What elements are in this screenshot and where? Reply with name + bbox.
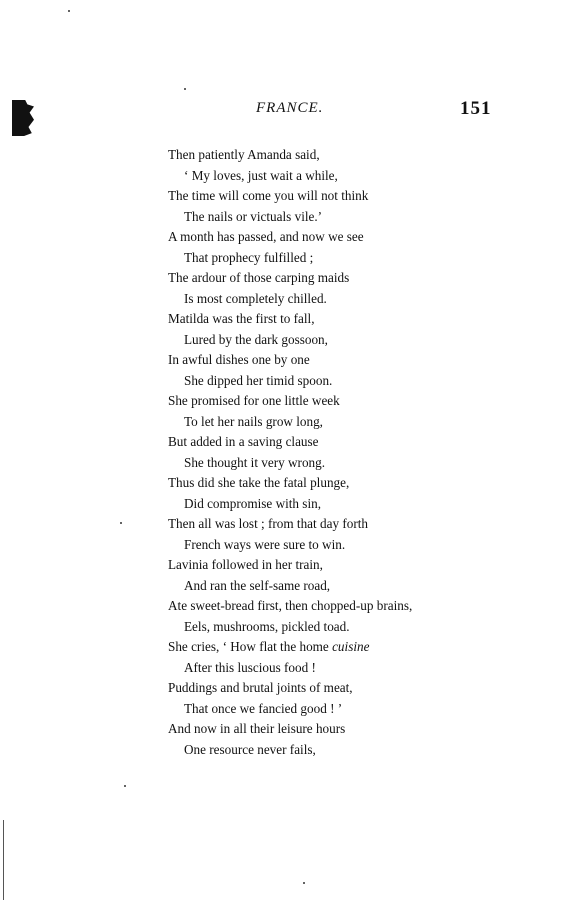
poem-line <box>168 289 488 310</box>
scan-speck <box>184 88 186 90</box>
poem-line-text: To let her nails grow long, <box>184 413 323 429</box>
poem-line-text: And ran the self-same road, <box>184 577 331 593</box>
poem-line-text: In awful dishes one by one <box>168 352 310 367</box>
poem-line-text: The time will come you will not think <box>168 188 369 203</box>
poem-line-text: French ways were sure to win. <box>184 536 346 552</box>
poem-line-text: She cries, ‘ How flat the home <box>168 639 333 654</box>
poem-line <box>168 309 488 330</box>
poem-line <box>168 740 488 761</box>
poem-body <box>168 145 488 760</box>
poem-line-text: Puddings and brutal joints of meat, <box>168 680 353 695</box>
poem-line <box>168 678 488 699</box>
poem-line-text: She promised for one little week <box>168 393 340 408</box>
poem-line-text: She thought it very wrong. <box>184 454 326 470</box>
poem-line-text: That once we fancied good ! ’ <box>184 700 343 716</box>
poem-line <box>168 617 488 638</box>
poem-line-text: A month has passed, and now we see <box>168 229 364 244</box>
poem-line <box>168 186 488 207</box>
poem-line <box>168 432 488 453</box>
poem-line-text: Did compromise with sin, <box>184 495 321 511</box>
poem-line <box>168 699 488 720</box>
poem-line <box>168 145 488 166</box>
poem-line-text: That prophecy fulfilled ; <box>184 249 314 265</box>
poem-line-text: She dipped her timid spoon. <box>184 372 333 388</box>
poem-line <box>168 473 488 494</box>
poem-line <box>168 207 488 228</box>
poem-line <box>168 268 488 289</box>
poem-line-text: Ate sweet-bread first, then chopped-up brains, <box>168 598 413 613</box>
poem-line <box>168 453 488 474</box>
scan-speck <box>124 785 126 787</box>
poem-line <box>168 637 488 658</box>
poem-line <box>168 166 488 187</box>
poem-line-text: Then all was lost ; from that day forth <box>168 516 368 531</box>
poem-line-text: One resource never fails, <box>184 741 316 757</box>
scan-speck <box>68 10 70 12</box>
poem-line-text: Lured by the dark gossoon, <box>184 331 328 347</box>
margin-ink-mark <box>12 100 34 136</box>
poem-line <box>168 596 488 617</box>
poem-line-text: ‘ My loves, just wait a while, <box>184 167 338 183</box>
poem-line-text: Thus did she take the fatal plunge, <box>168 475 350 490</box>
poem-line <box>168 371 488 392</box>
page-number: 151 <box>460 98 492 119</box>
poem-line-text: Then patiently Amanda said, <box>168 147 320 162</box>
poem-line <box>168 658 488 679</box>
poem-line <box>168 719 488 740</box>
scan-speck <box>120 522 122 524</box>
poem-line <box>168 412 488 433</box>
poem-line <box>168 227 488 248</box>
poem-line-text: After this luscious food ! <box>184 659 316 675</box>
poem-line-text: Lavinia followed in her train, <box>168 557 323 572</box>
poem-line-text: But added in a saving clause <box>168 434 319 449</box>
poem-line <box>168 350 488 371</box>
poem-line <box>168 576 488 597</box>
scan-speck <box>303 882 305 884</box>
poem-line <box>168 514 488 535</box>
poem-line <box>168 248 488 269</box>
poem-line <box>168 494 488 515</box>
poem-line-text: The nails or victuals vile.’ <box>184 208 323 224</box>
poem-line-italic: cuisine <box>332 639 370 654</box>
page-edge-line <box>3 820 4 900</box>
poem-line-text: And now in all their leisure hours <box>168 721 346 736</box>
poem-line <box>168 555 488 576</box>
poem-line <box>168 330 488 351</box>
poem-line <box>168 391 488 412</box>
poem-line-text: Is most completely chilled. <box>184 290 327 306</box>
running-header: FRANCE. <box>256 100 324 116</box>
poem-line-text: The ardour of those carping maids <box>168 270 350 285</box>
poem-line-text: Matilda was the first to fall, <box>168 311 315 326</box>
poem-line-text: Eels, mushrooms, pickled toad. <box>184 618 350 634</box>
poem-line <box>168 535 488 556</box>
